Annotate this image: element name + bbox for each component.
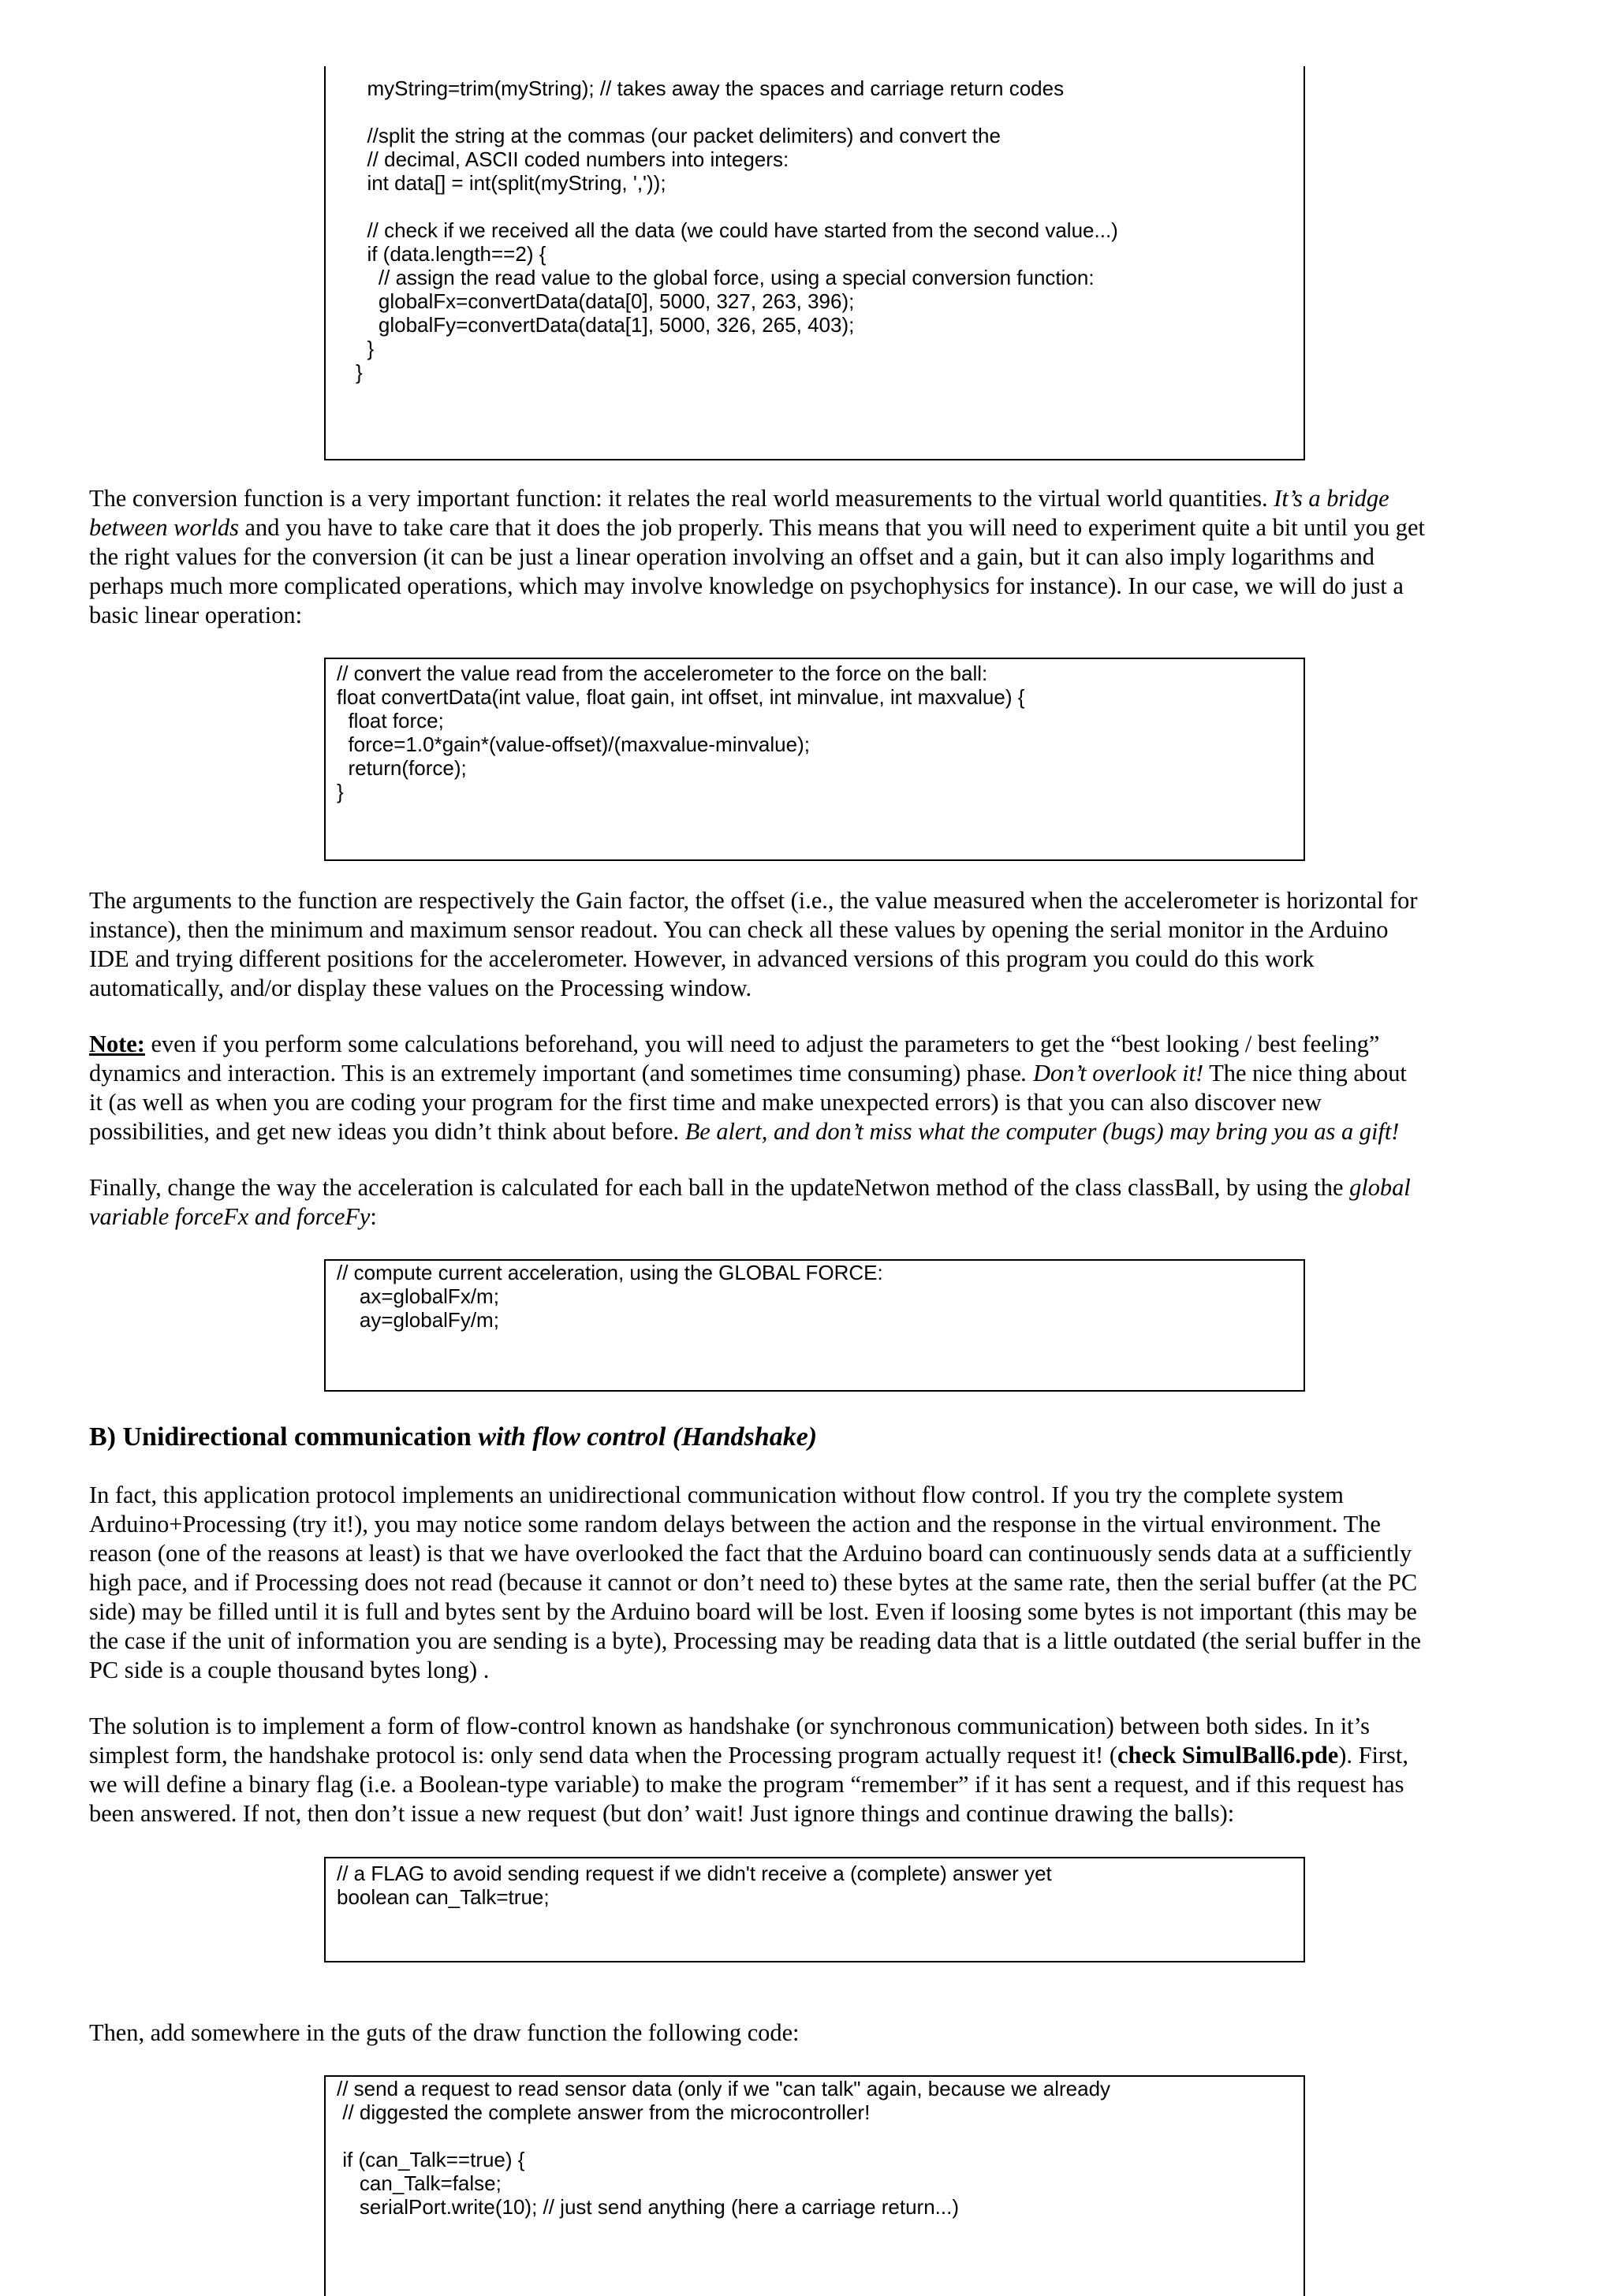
code-line: can_Talk=false; (337, 2171, 502, 2195)
code-line: force=1.0*gain*(value-offset)/(maxvalue-minvalue); (337, 732, 810, 756)
code-line: } (356, 337, 375, 360)
code-block-convert-data (324, 658, 1305, 861)
code-line: myString=trim(myString); // takes away the spaces and carriage return codes (356, 76, 1065, 100)
code-line: globalFy=convertData(data[1], 5000, 326, 265, 403); (356, 313, 855, 337)
section-heading: B) Unidirectional communication with flow control (Handshake) (89, 1422, 818, 1452)
code-line: ay=globalFy/m; (337, 1308, 499, 1332)
file-reference: check SimulBall6.pde (1117, 1742, 1339, 1769)
code-block-acceleration (324, 1259, 1305, 1392)
paragraph-then: Then, add somewhere in the guts of the draw function the following code: (89, 2019, 800, 2046)
note-label: Note: (89, 1031, 145, 1057)
paragraph-arguments: The arguments to the function are respectively the Gain factor, the offset (i.e., the value measured when the accelerometer is horizontal for instance), then the minimum and maximum sensor readout. You can check all these values by opening the serial monitor in the Arduino IDE and trying different positions for the accelerometer. However, in advanced versions of this program you could do this work automatically, and/or display these values on the Processing window. (89, 887, 1418, 1001)
code-line: // a FLAG to avoid sending request if we didn't receive a (complete) answer yet (337, 1862, 1052, 1885)
paragraph-handshake-solution: The solution is to implement a form of flow-control known as handshake (or synchronous communication) between both sides. In it’s simplest form, the handshake protocol is: only send data when the Processing program actually request it! (check SimulBall6.pde). First, we will define a binary flag (i.e. a Boolean-type variable) to make the program “remember” if it has sent a request, and if this request has been answered. If not, then don’t issue a new request (but don’ wait! Just ignore things and continue drawing the balls): (89, 1713, 1408, 1827)
code-block-serial-parse (324, 66, 1305, 460)
code-line: boolean can_Talk=true; (337, 1885, 550, 1909)
code-line: // diggested the complete answer from the microcontroller! (337, 2100, 871, 2124)
paragraph-flow-control: In fact, this application protocol implements an unidirectional communication without flow control. If you try the complete system Arduino+Processing (try it!), you may notice some random delays between the action and the response in the virtual environment. The reason (one of the reasons at least) is that we have overlooked the fact that the Arduino board can continuously sends data at a sufficiently high pace, and if Processing does not read (because it cannot or don’t need to) these bytes at the same rate, then the serial buffer (at the PC side) may be filled until it is full and bytes sent by the Arduino board will be lost. Even if loosing some bytes is not important (this may be the case if the unit of information you are sending is a byte), Processing may be reading data that is a little outdated (the serial buffer in the PC side is a couple thousand bytes long) . (89, 1482, 1421, 1683)
code-line: if (data.length==2) { (356, 242, 546, 266)
code-line: // check if we received all the data (we could have started from the second value...) (356, 218, 1118, 242)
code-line: if (can_Talk==true) { (337, 2148, 525, 2171)
code-line: float force; (337, 709, 444, 732)
code-line: // compute current acceleration, using the GLOBAL FORCE: (337, 1261, 883, 1284)
code-line: // send a request to read sensor data (only if we "can talk" again, because we already (337, 2077, 1111, 2100)
code-line: globalFx=convertData(data[0], 5000, 327, 263, 396); (356, 289, 855, 313)
code-line: // convert the value read from the accelerometer to the force on the ball: (337, 662, 988, 685)
paragraph-conversion-function: The conversion function is a very important function: it relates the real world measurements to the virtual world quantities. It’s a bridge between worlds and you have to take care that it does the job properly. This means that you will need to experiment quite a bit until you get the right values for the conversion (it can be just a linear operation involving an offset and a gain, but it can also imply logarithms and perhaps much more complicated operations, which may involve knowledge on psychophysics for instance). In our case, we will do just a basic linear operation: (89, 485, 1425, 628)
paragraph-finally: Finally, change the way the acceleration is calculated for each ball in the updateNetwon method of the class classBall, by using the global variable forceFx and forceFy: (89, 1174, 1411, 1230)
code-line: } (337, 780, 344, 803)
code-line: float convertData(int value, float gain, int offset, int minvalue, int maxvalue) { (337, 685, 1025, 709)
code-line: ax=globalFx/m; (337, 1284, 499, 1308)
code-line: } (356, 360, 363, 384)
paragraph-note: Note: even if you perform some calculations beforehand, you will need to adjust the parameters to get the “best looking / best feeling” dynamics and interaction. This is an extremely important (and sometimes time consuming) phase. Don’t overlook it! The nice thing about it (as well as when you are coding your program for the first time and make unexpected errors) is that you can also discover new possibilities, and get new ideas you didn’t think about before. Be alert, and don’t miss what the computer (bugs) may bring you as a gift! (89, 1031, 1407, 1145)
code-line: // assign the read value to the global force, using a special conversion function: (356, 266, 1095, 289)
code-line: //split the string at the commas (our packet delimiters) and convert the (356, 124, 1001, 147)
code-line: // decimal, ASCII coded numbers into integers: (356, 147, 789, 171)
code-line: int data[] = int(split(myString, ',')); (356, 171, 666, 195)
code-line: return(force); (337, 756, 467, 780)
code-block-send-request (324, 2075, 1305, 2296)
code-block-can-talk-flag (324, 1857, 1305, 1962)
code-line: serialPort.write(10); // just send anything (here a carriage return...) (337, 2195, 960, 2219)
